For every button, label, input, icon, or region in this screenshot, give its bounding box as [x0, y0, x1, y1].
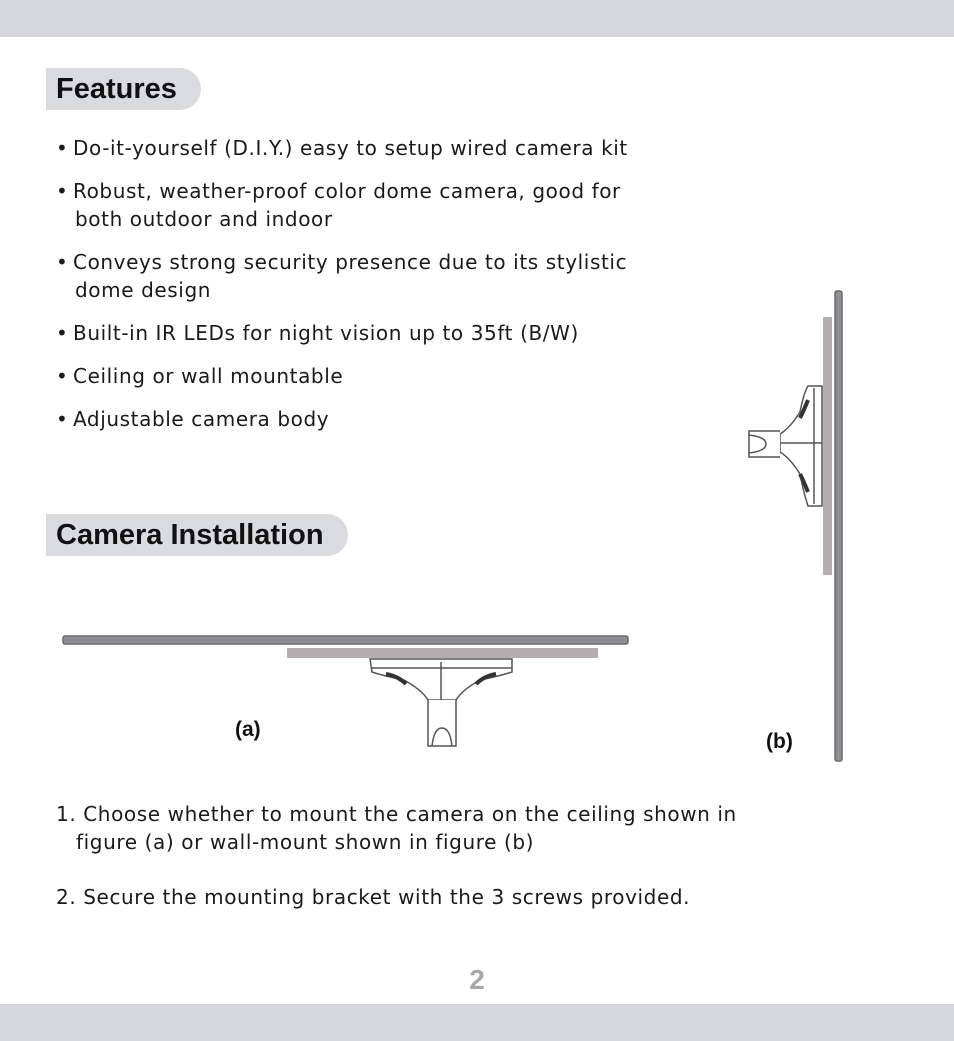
bullet-icon: • [56, 250, 69, 274]
figure-b-label: (b) [766, 730, 793, 753]
wall-plate-icon [823, 317, 832, 575]
feature-text: Robust, weather-proof color dome camera, good for both outdoor and indoor [73, 179, 621, 231]
list-item: 1. Choose whether to mount the camera on the ceiling shown in figure (a) or wall-mount shown in figure (b) [56, 802, 737, 854]
bullet-icon: • [56, 321, 69, 345]
dome-base-side-icon [780, 386, 822, 506]
ceiling-mount-figure [63, 636, 628, 746]
page-number: 2 [469, 964, 485, 995]
wall-mount-figure [749, 291, 842, 761]
bullet-icon: • [56, 364, 69, 388]
feature-text: Do-it-yourself (D.I.Y.) easy to setup wired camera kit [73, 136, 628, 160]
feature-text: Built-in IR LEDs for night vision up to 35ft (B/W) [73, 321, 579, 345]
bottom-band [0, 1004, 954, 1041]
bullet-icon: • [56, 136, 69, 160]
feature-text: Adjustable camera body [73, 407, 330, 431]
installation-heading: Camera Installation [46, 514, 348, 556]
wall-board-icon [835, 291, 842, 761]
figure-a-label: (a) [235, 718, 261, 741]
ceiling-board-icon [63, 636, 628, 644]
bullet-icon: • [56, 179, 69, 203]
installation-steps [56, 800, 856, 938]
bullet-icon: • [56, 407, 69, 431]
ceiling-plate-icon [287, 648, 598, 658]
camera-body-side-icon [749, 431, 780, 457]
features-heading: Features [46, 68, 201, 110]
camera-body-icon [428, 700, 456, 746]
feature-text: Conveys strong security presence due to its stylistic dome design [73, 250, 628, 302]
feature-text: Ceiling or wall mountable [73, 364, 344, 388]
list-item: 2. Secure the mounting bracket with the 3 screws provided. [56, 885, 691, 909]
